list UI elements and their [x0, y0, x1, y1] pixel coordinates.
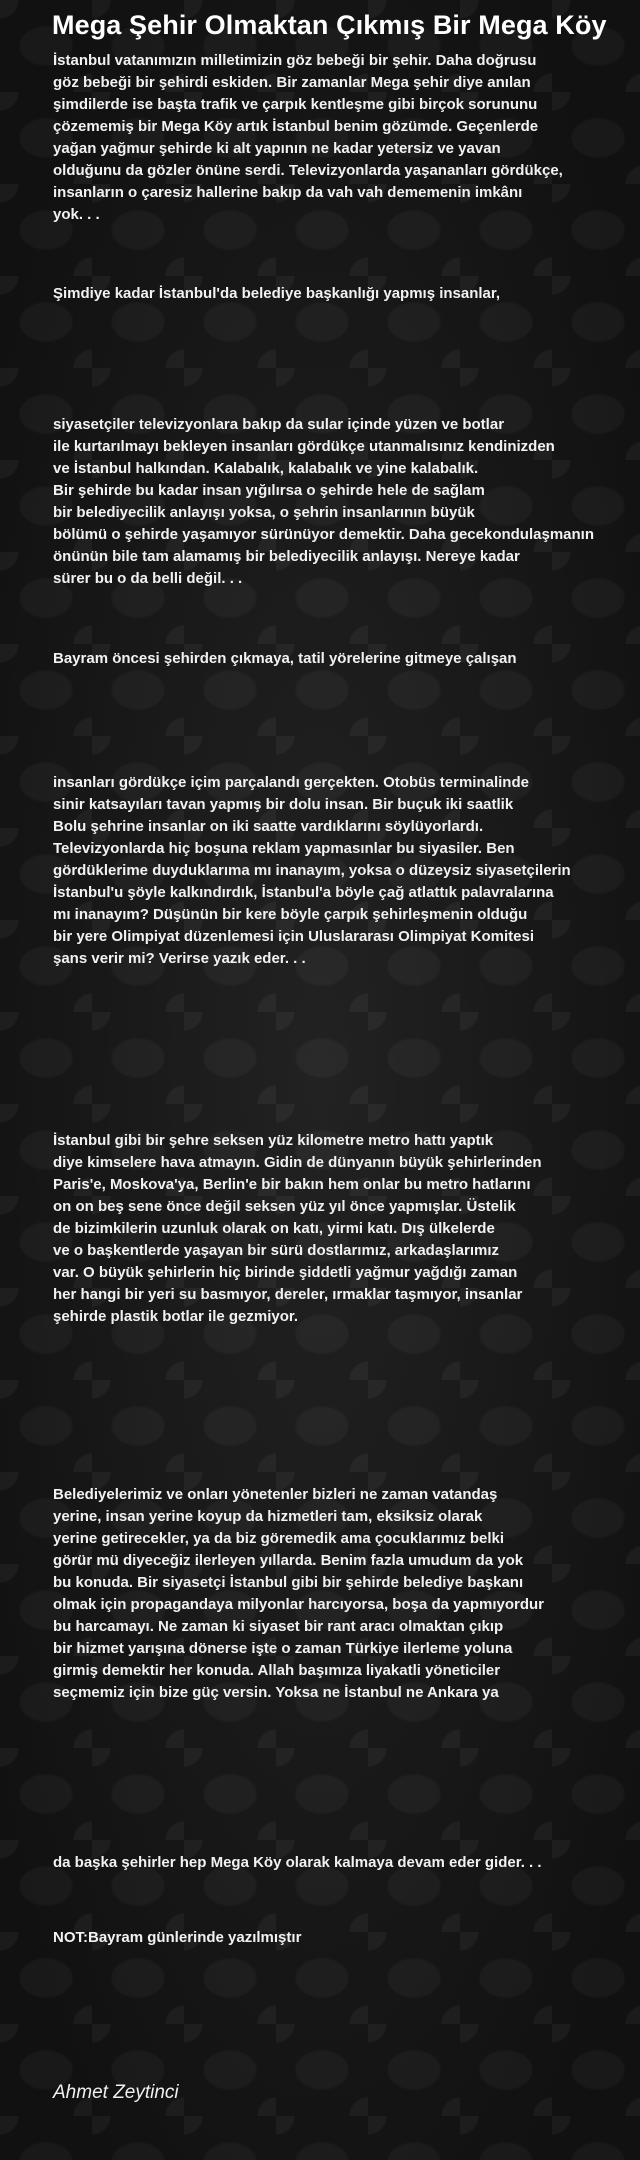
poem-line: şehirde plastik botlar ile gezmiyor. — [53, 1308, 299, 1325]
poem-line: seçmemiz için bize güç versin. Yoksa ne İstanbul ne Ankara ya — [53, 1684, 499, 1701]
poem-line: her hangi bir yeri su basmıyor, dereler, ırmaklar taşmıyor, insanlar — [53, 1286, 523, 1303]
poem-line: görür mü diyeceğiz ilerleyen yıllarda. Benim fazla umudum da yok — [53, 1552, 524, 1569]
poem-line: Şimdiye kadar İstanbul'da belediye başkanlığı yapmış insanlar, — [53, 285, 501, 302]
poem-line: bir belediyecilik anlayışı yoksa, o şehrin insanlarının büyük — [53, 504, 475, 521]
poem-line: İstanbul vatanımızın milletimizin göz bebeği bir şehir. Daha doğrusu — [53, 52, 537, 69]
poem-line: Belediyelerimiz ve onları yönetenler bizleri ne zaman vatandaş — [53, 1486, 498, 1503]
poem-title: Mega Şehir Olmaktan Çıkmış Bir Mega Köy — [52, 10, 607, 40]
poem-line: Bir şehirde bu kadar insan yığılırsa o şehirde hele de sağlam — [53, 482, 485, 499]
poem-line: olduğunu da gözler önüne serdi. Televizyonlarda yaşananları gördükçe, — [53, 162, 563, 179]
stanza-4 — [53, 648, 517, 670]
poem-line: önünün bile tam alamamış bir belediyecilik anlayışı. Nereye kadar — [53, 548, 520, 565]
poem-line: İstanbul'u şöyle kalkındırdık, İstanbul'a böyle çağ atlattık palavralarına — [53, 884, 554, 901]
poem-line: yok. . . — [53, 206, 100, 223]
poem-line: göz bebeği bir şehirdi eskiden. Bir zamanlar Mega şehir diye anılan — [53, 74, 531, 91]
poem-line: var. O büyük şehirlerin hiç birinde şiddetli yağmur yağdığı zaman — [53, 1264, 518, 1281]
poem-line: yerine, insan yerine koyup da hizmetleri tam, eksiksiz olarak — [53, 1508, 483, 1525]
poem-line: Bayram öncesi şehirden çıkmaya, tatil yörelerine gitmeye çalışan — [53, 650, 517, 667]
poem-line: Bolu şehrine insanlar on iki saatte vardıklarını söylüyorlardı. — [53, 818, 484, 835]
poem-line: sinir katsayıları tavan yapmış bir dolu insan. Bir buçuk iki saatlik — [53, 796, 514, 813]
poem-line: bir hizmet yarışına dönerse işte o zaman Türkiye ilerleme yoluna — [53, 1640, 513, 1657]
poem-line: bölümü o şehirde yaşamıyor sürünüyor demektir. Daha gecekondulaşmanın — [53, 526, 594, 543]
stanza-5 — [53, 772, 571, 970]
poem-line: ve o başkentlerde yaşayan bir sürü dostlarımız, arkadaşlarımız — [53, 1242, 500, 1259]
poem-line: sürer bu o da belli değil. . . — [53, 570, 243, 587]
poem-line: İstanbul gibi bir şehre seksen yüz kilometre metro hattı yaptık — [53, 1132, 494, 1149]
poem-line: çözememiş bir Mega Köy artık İstanbul benim gözümde. Geçenlerde — [53, 118, 539, 135]
poem-line: Televizyonlarda hiç boşuna reklam yapmasınlar bu siyasiler. Ben — [53, 840, 515, 857]
stanza-2 — [53, 283, 500, 305]
poem-line: yerine getirecekler, ya da biz göremedik ama çocuklarımız belki — [53, 1530, 505, 1547]
stanza-8 — [53, 1852, 542, 1874]
poem-line: mı inanayım? Düşünün bir kere böyle çarpık şehirleşmenin olduğu — [53, 906, 528, 923]
poem-line: şans verir mi? Verirse yazık eder. . . — [53, 950, 306, 967]
poem-line: ile kurtarılmayı bekleyen insanları gördükçe utanmalısınız kendinizden — [53, 438, 555, 455]
poem-line: insanların o çaresiz hallerine bakıp da vah vah dememenin imkânı — [53, 184, 523, 201]
poem-line: ve İstanbul halkından. Kalabalık, kalabalık ve yine kalabalık. — [53, 460, 479, 477]
poem-line: bu harcamayı. Ne zaman ki siyaset bir rant aracı olmaktan çıkıp — [53, 1618, 504, 1635]
poem-line: insanları gördükçe içim parçalandı gerçekten. Otobüs terminalinde — [53, 774, 529, 791]
stanza-1 — [53, 50, 563, 226]
poem-line: Paris'e, Moskova'ya, Berlin'e bir bakın hem onlar bu metro hatlarını — [53, 1176, 531, 1193]
poem-line: bir yere Olimpiyat düzenlemesi için Uluslararası Olimpiyat Komitesi — [53, 928, 535, 945]
stanza-3 — [53, 414, 594, 590]
author-name: Ahmet Zeytinci — [53, 2082, 179, 2103]
poem-line: da başka şehirler hep Mega Köy olarak kalmaya devam eder gider. . . — [53, 1854, 542, 1871]
poem-line: şimdilerde ise başta trafik ve çarpık kentleşme gibi birçok sorununu — [53, 96, 538, 113]
poem-line: bu konuda. Bir siyasetçi İstanbul gibi bir şehirde belediye başkanı — [53, 1574, 524, 1591]
stanza-7 — [53, 1484, 544, 1704]
poem-line: yağan yağmur şehirde ki alt yapının ne kadar yetersiz ve yavan — [53, 140, 501, 157]
poem-line: on on beş sene önce değil seksen yüz yıl önce yapmışlar. Üstelik — [53, 1198, 516, 1215]
stanza-9 — [53, 1927, 301, 1949]
poem-line: girmiş demektir her konuda. Allah başımıza liyakatli yöneticiler — [53, 1662, 501, 1679]
stanza-6 — [53, 1130, 542, 1328]
poem-line: gördüklerime duyduklarıma mı inanayım, yoksa o düzeysiz siyasetçilerin — [53, 862, 571, 879]
poem-line: olmak için propagandaya milyonlar harcıyorsa, boşa da yapmıyordur — [53, 1596, 544, 1613]
poem-line: siyasetçiler televizyonlara bakıp da sular içinde yüzen ve botlar — [53, 416, 505, 433]
poem-line: diye kimselere hava atmayın. Gidin de dünyanın büyük şehirlerinden — [53, 1154, 542, 1171]
poem-line: NOT:Bayram günlerinde yazılmıştır — [53, 1929, 302, 1946]
poem-line: de bizimkilerin uzunluk olarak on katı, yirmi katı. Dış ülkelerde — [53, 1220, 495, 1237]
